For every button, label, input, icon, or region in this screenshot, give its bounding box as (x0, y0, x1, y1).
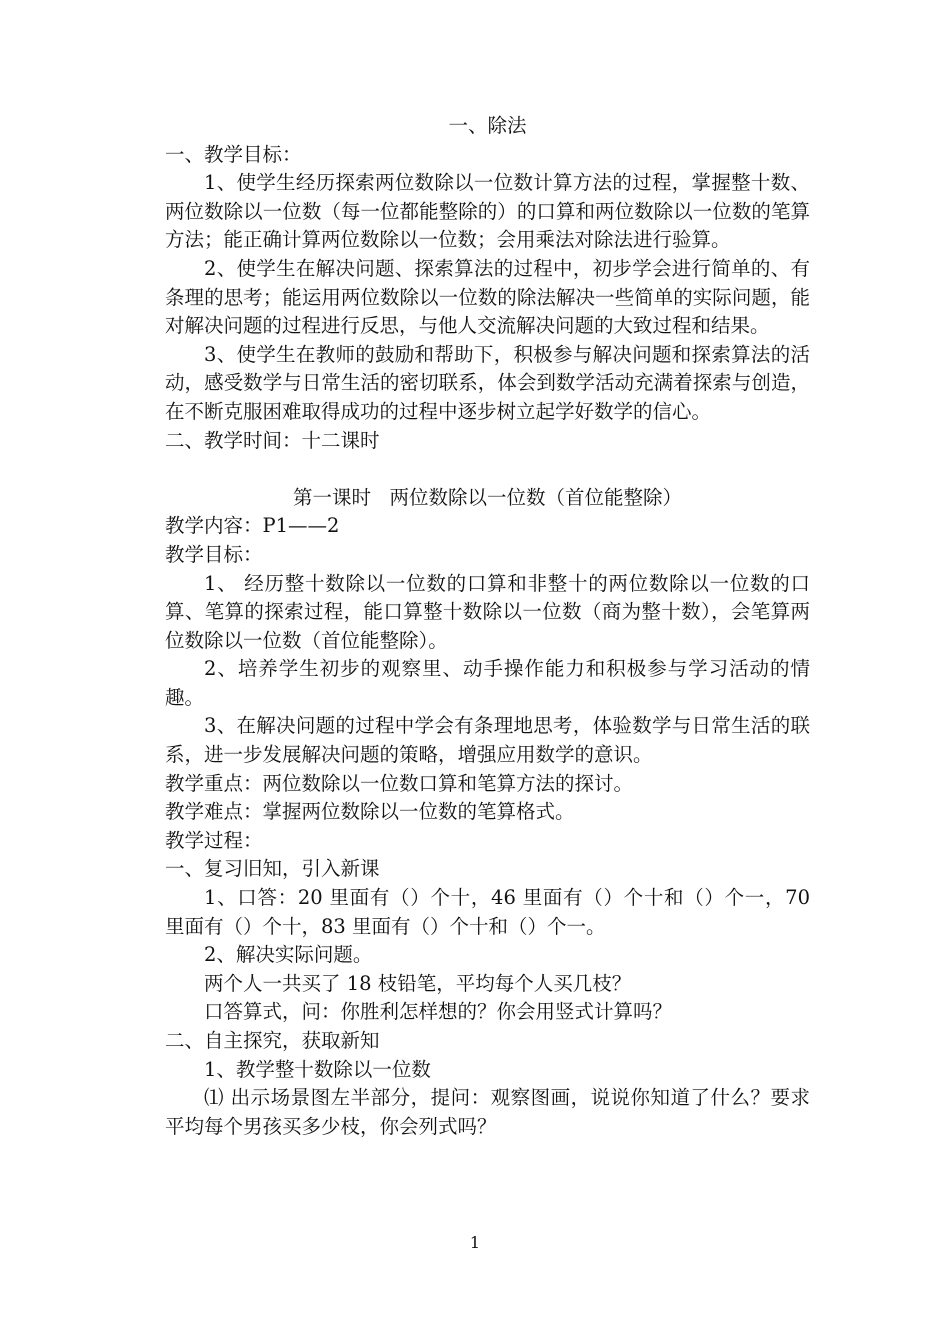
process-label: 教学过程： (165, 828, 263, 852)
step1-item-1: 1、口答：20 里面有（）个十，46 里面有（）个十和（）个一，70 里面有（）个十，83 里面有（）个十和（）个一。 (165, 886, 810, 938)
section-heading-time: 二、教学时间：十二课时 (165, 428, 380, 452)
step1-answer: 口答算式，问：你胜利怎样想的？你会用竖式计算吗？ (204, 1000, 673, 1024)
step2-item-1: 1、教学整十数除以一位数 (204, 1057, 431, 1081)
lesson-goal-2: 2、培养学生初步的观察里、动手操作能力和积极参与学习活动的情趣。 (165, 657, 810, 709)
step1-question: 两个人一共买了 18 枝铅笔，平均每个人买几枝？ (204, 971, 632, 995)
step1-item-2: 2、解决实际问题。 (204, 943, 373, 967)
blank-line (165, 455, 810, 484)
document-page (165, 112, 810, 1141)
step1-heading: 一、复习旧知，引入新课 (165, 857, 380, 881)
lesson-title: 第一课时 两位数除以一位数（首位能整除） (292, 485, 683, 509)
goal-paragraph-3: 3、使学生在教师的鼓励和帮助下，积极参与解决问题和探索算法的活动，感受数学与日常生活的密切联系，体会到数学活动充满着探索与创造，在不断克服困难取得成功的过程中逐步树立起学好数学的信心。 (165, 342, 810, 423)
lesson-content: 教学内容：P1——2 (165, 514, 340, 538)
lesson-goals-label: 教学目标： (165, 542, 263, 566)
lesson-goal-1: 1、 经历整十数除以一位数的口算和非整十的两位数除以一位数的口算、笔算的探索过程，能口算整十数除以一位数（商为整十数），会笔算两位数除以一位数（首位能整除）。 (165, 571, 810, 652)
section-heading-goals: 一、教学目标： (165, 142, 302, 166)
goal-paragraph-1: 1、使学生经历探索两位数除以一位数计算方法的过程，掌握整十数、两位数除以一位数（每一位都能整除的）的口算和两位数除以一位数的笔算方法；能正确计算两位数除以一位数；会用乘法对除法进行验算。 (165, 171, 810, 252)
lesson-goal-3: 3、在解决问题的过程中学会有条理地思考，体验数学与日常生活的联系，进一步发展解决问题的策略，增强应用数学的意识。 (165, 714, 810, 767)
goal-paragraph-2: 2、使学生在解决问题、探索算法的过程中，初步学会进行简单的、有条理的思考；能运用两位数除以一位数的除法解决一些简单的实际问题，能对解决问题的过程进行反思，与他人交流解决问题的大致过程和结果。 (165, 256, 810, 338)
step2-heading: 二、自主探究，获取新知 (165, 1029, 380, 1052)
key-point: 教学重点：两位数除以一位数口算和笔算方法的探讨。 (165, 771, 634, 795)
page-number: 1 (469, 1233, 481, 1252)
difficulty-point: 教学难点：掌握两位数除以一位数的笔算格式。 (165, 800, 575, 824)
main-title: 一、除法 (448, 114, 527, 137)
step2-sub-1: ⑴ 出示场景图左半部分，提问：观察图画，说说你知道了什么？要求平均每个男孩买多少枝，你会列式吗？ (165, 1086, 810, 1138)
